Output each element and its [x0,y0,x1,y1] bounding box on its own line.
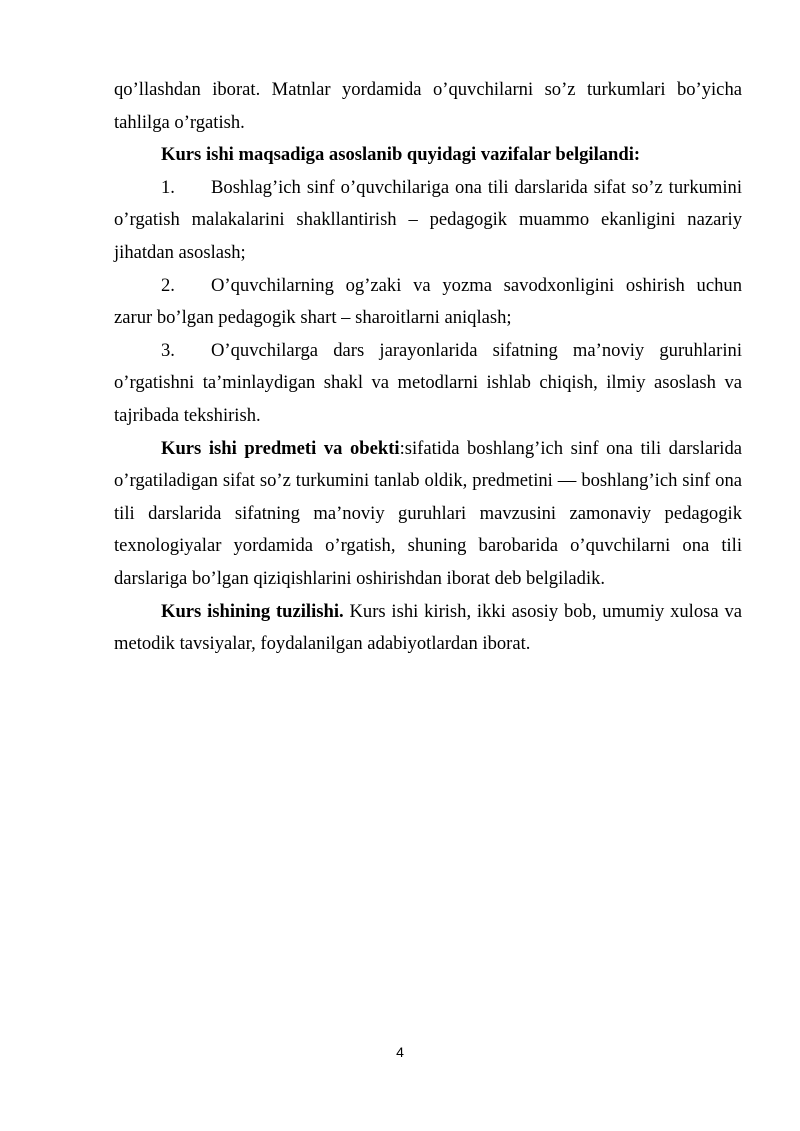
task-item-3 [114,335,742,433]
structure-label: Kurs ishining tuzilishi. [161,600,344,622]
task-number: 3. [161,339,175,361]
structure-text: Kurs ishi kirish, ikki asosiy bob, umumiy xulosa va metodik tavsiyalar, foydalanilgan adabiyotlardan iborat. [114,600,742,655]
subject-text: :sifatida boshlang’ich sinf ona tili darslarida o’rgatiladigan sifat so’z turkumini tanlab oldik, predmetini — boshlang’ich sinf ona tili darslarida sifatning ma’noviy guruhlari mavzusini zamonaviy pedagogik texnologiyalar yordamida o’rgatish, shuning barobarida o’quvchilarni ona tili darslariga bo’lgan qiziqishlarini oshirishdan iborat deb belgiladik. [114,437,742,589]
structure-paragraph [114,596,742,661]
page-number: 4 [396,1044,404,1060]
intro-paragraph: qo’llashdan iborat. Matnlar yordamida o’quvchilarni so’z turkumlari bo’yicha tahlilga o’rgatish. [114,79,742,133]
subject-label: Kurs ishi predmeti va obekti [161,437,400,459]
tasks-heading [114,139,742,172]
task-text: Boshlag’ich sinf o’quvchilariga ona tili darslarida sifat so’z turkumini o’rgatish malakalarini shakllantirish – pedagogik muammo ekanligini nazariy jihatdan asoslash; [114,176,742,263]
subject-paragraph [114,433,742,596]
task-number: 2. [161,274,175,296]
tasks-heading-text: Kurs ishi maqsadiga asoslanib quyidagi vazifalar belgilandi: [161,144,641,166]
task-text: O’quvchilarga dars jarayonlarida sifatning ma’noviy guruhlarini o’rgatishni ta’minlaydigan shakl va metodlarni ishlab chiqish, ilmiy asoslash va tajribada tekshirish. [114,339,742,426]
task-item-1 [114,172,742,270]
task-text: O’quvchilarning og’zaki va yozma savodxonligini oshirish uchun zarur bo’lgan pedagogik shart – sharoitlarni aniqlash; [114,274,742,329]
body-text [114,74,742,661]
task-number: 1. [161,176,175,198]
task-item-2 [114,270,742,335]
